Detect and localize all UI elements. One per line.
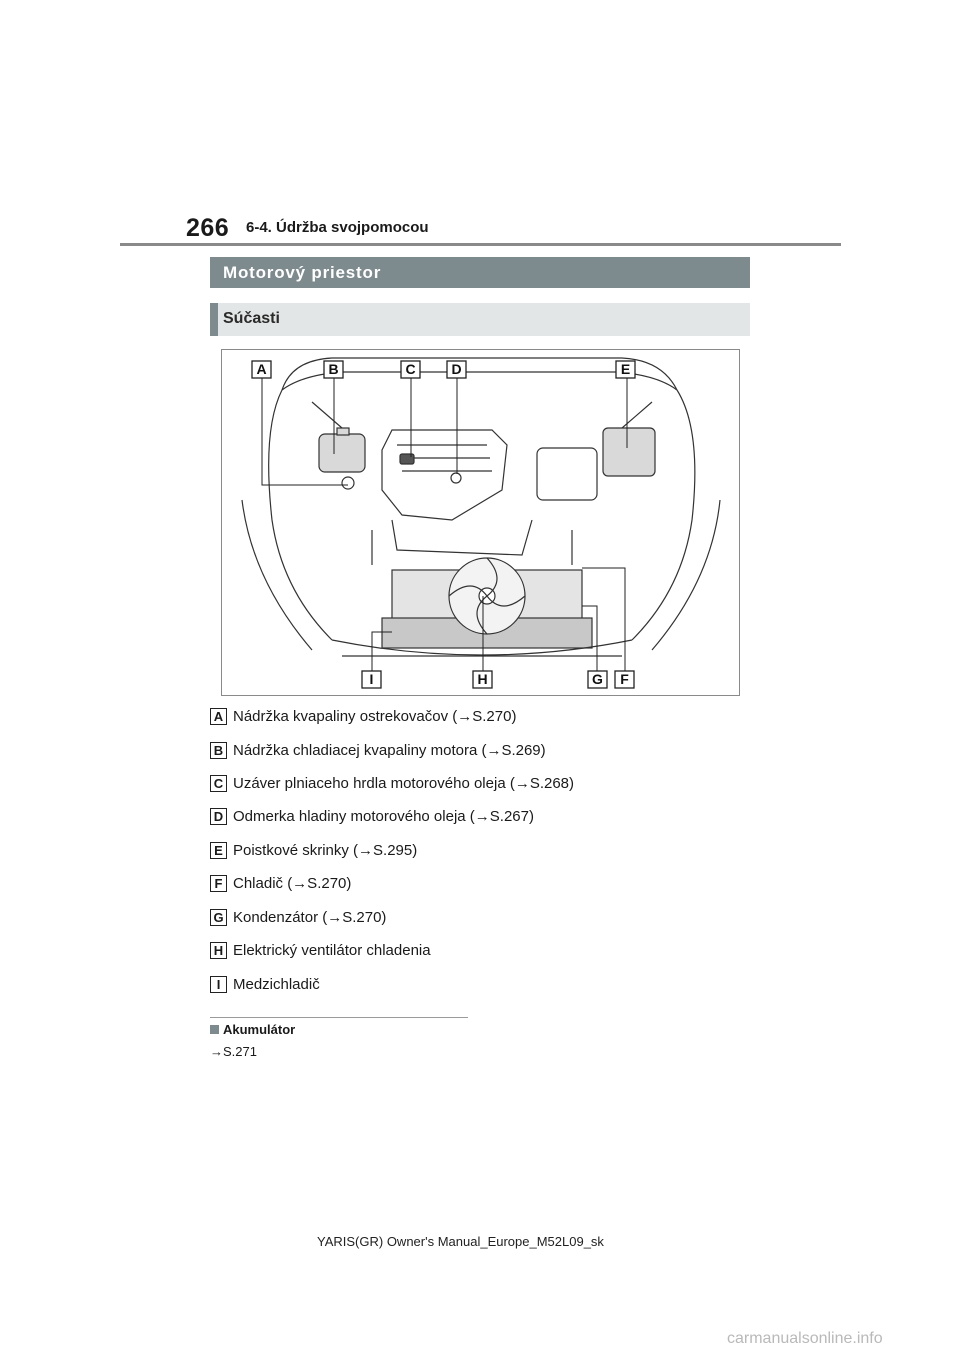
svg-text:E: E [620,361,631,377]
item-letter-badge: I [210,976,227,993]
item-letter-badge: A [210,708,227,725]
callout-g [588,671,607,688]
engine-compartment-illustration [222,350,739,695]
svg-text:A: A [256,361,267,377]
svg-text:B: B [328,361,339,377]
item-text: Medzichladič [233,976,320,993]
page-number: 266 [186,214,230,242]
item-text: Uzáver plniaceho hrdla motorového oleja (→S.268) [233,775,575,792]
callout-c [401,361,420,378]
svg-text:C: C [405,361,416,377]
item-letter-badge: F [210,875,227,892]
item-letter-badge: D [210,808,227,825]
note-title-text: Akumulátor [223,1022,296,1037]
svg-text:D: D [451,361,462,377]
watermark: carmanualsonline.info [727,1330,883,1347]
callout-i [362,671,381,688]
svg-text:G: G [592,671,603,687]
note-title [210,1022,295,1037]
section-heading: Motorový priestor [210,257,750,288]
callout-a [252,361,271,378]
item-text: Nádržka chladiacej kvapaliny motora (→S.269) [233,742,546,759]
svg-text:F: F [620,671,629,687]
item-letter-badge: B [210,742,227,759]
item-letter-badge: G [210,909,227,926]
engine-line-art [242,358,720,656]
square-bullet-icon [210,1025,219,1034]
item-text: Odmerka hladiny motorového oleja (→S.267) [233,808,534,825]
item-letter-badge: H [210,942,227,959]
callout-d [447,361,466,378]
note-divider [210,1017,468,1018]
subsection-heading: Súčasti [210,303,750,336]
item-letter-badge: C [210,775,227,792]
item-text: Nádržka kvapaliny ostrekovačov (→S.270) [233,708,517,725]
svg-text:H: H [477,671,488,687]
item-letter-badge: E [210,842,227,859]
svg-text:I: I [369,671,374,687]
item-text: Poistkové skrinky (→S.295) [233,842,418,859]
callout-b [324,361,343,378]
callout-f [615,671,634,688]
item-text: Kondenzátor (→S.270) [233,909,387,926]
engine-compartment-figure [221,349,740,696]
section-title: 6-4. Údržba svojpomocou [246,219,429,236]
footer-manual-id: YARIS(GR) Owner's Manual_Europe_M52L09_sk [317,1234,604,1249]
callout-h [473,671,492,688]
note-reference: →S.271 [210,1044,257,1059]
callout-e [616,361,635,378]
item-text: Elektrický ventilátor chladenia [233,942,431,959]
header-divider [120,243,841,246]
item-text: Chladič (→S.270) [233,875,352,892]
